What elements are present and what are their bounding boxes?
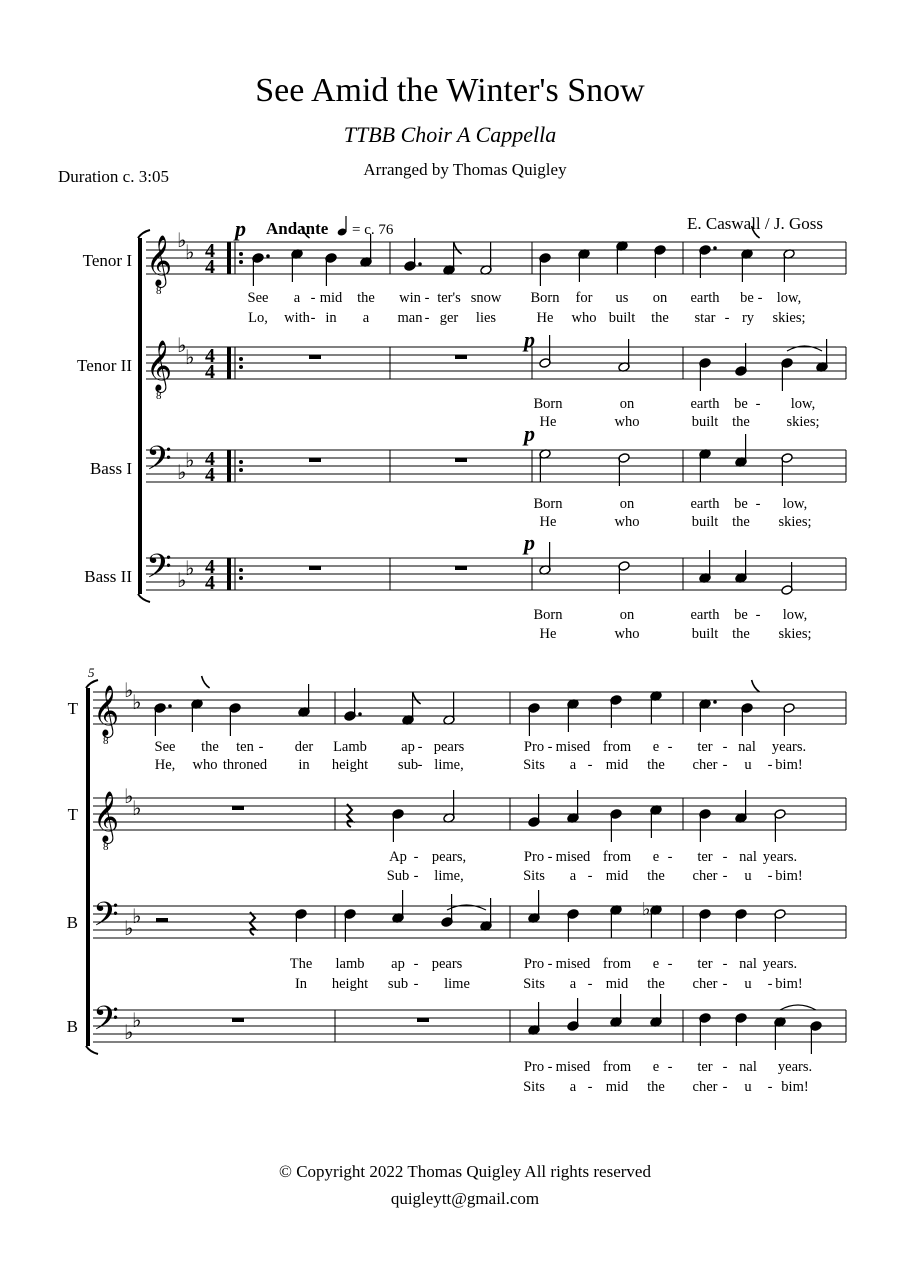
lyric-verse2: with	[284, 310, 310, 326]
lyric-verse1: -	[547, 1059, 553, 1075]
flat-icon: ♭	[177, 230, 187, 252]
lyric-verse2: -	[587, 868, 593, 884]
lyric-verse2: sub	[387, 976, 409, 992]
lyric-verse1: -	[755, 607, 761, 623]
augmentation-dot	[266, 254, 270, 258]
repeat-dot	[239, 460, 243, 464]
lyric-verse1: Pro	[523, 956, 545, 972]
lyric-verse1: Pro	[523, 739, 545, 755]
lyric-verse2: u	[744, 757, 752, 773]
eighth-flag	[413, 692, 421, 704]
lyric-verse1: pears,	[431, 849, 467, 865]
treble-clef-icon: 𝄞	[146, 341, 173, 390]
staff-label-short: T	[67, 805, 78, 824]
lyric-verse1: years.	[777, 1059, 813, 1075]
quarter-rest	[250, 912, 255, 935]
augmentation-dot	[418, 262, 422, 266]
lyric-verse2: skies;	[778, 626, 812, 642]
lyric-verse2: built	[691, 514, 719, 530]
lyric-verse1: ap	[391, 956, 405, 972]
lyric-verse2: a	[569, 868, 577, 884]
bass-clef-icon: 𝄢	[146, 548, 172, 593]
flat-icon: ♭	[132, 798, 142, 820]
lyric-verse2: lime,	[434, 757, 464, 773]
lyric-verse2: -	[722, 868, 728, 884]
lyric-verse1: mised	[555, 849, 591, 865]
lyric-verse2: -	[722, 757, 728, 773]
staff-label-bass-ii: Bass II	[84, 567, 132, 586]
lyric-verse1: pears	[433, 739, 465, 755]
lyric-verse1: -	[258, 739, 264, 755]
lyric-verse2: cher	[692, 976, 718, 992]
flat-icon: ♭	[124, 918, 134, 940]
lyric-verse1: ter	[697, 739, 713, 755]
lyric-verse1: Ap	[389, 849, 407, 865]
lyric-verse2: height	[331, 976, 369, 992]
flat-icon: ♭	[185, 450, 195, 472]
lyric-verse2: -	[587, 976, 593, 992]
lyric-verse2: throned	[222, 757, 268, 773]
lyric-verse1: -	[547, 956, 553, 972]
repeat-dot	[239, 468, 243, 472]
lyric-verse1: be	[734, 607, 748, 623]
lyric-verse2: cher	[692, 868, 718, 884]
half-rest	[156, 918, 168, 922]
lyric-verse2: the	[647, 868, 665, 884]
lyric-verse1: ap	[401, 739, 415, 755]
lyric-verse1: low,	[776, 290, 802, 306]
bass-clef-icon: 𝄢	[146, 440, 172, 485]
lyric-verse1: mid	[319, 290, 343, 306]
lyric-verse1: e	[652, 956, 660, 972]
augmentation-dot	[168, 704, 172, 708]
contact-email[interactable]: quigleytt@gmail.com	[390, 1189, 540, 1208]
lyric-verse1: ten	[236, 739, 254, 755]
flat-icon: ♭	[132, 1010, 142, 1032]
repeat-thick-bar	[227, 242, 231, 274]
metronome-value: = c. 76	[352, 222, 394, 238]
lyric-verse2: Sub	[386, 868, 410, 884]
staff-label-tenor-ii: Tenor II	[77, 356, 132, 375]
whole-rest	[232, 1018, 244, 1022]
lyric-verse1: earth	[690, 290, 720, 306]
lyric-verse1: e	[652, 849, 660, 865]
flat-icon: ♭	[124, 786, 134, 808]
lyric-verse2: He	[539, 626, 557, 642]
lyric-verse2: star	[694, 310, 716, 326]
lyric-verse2: sub	[397, 757, 419, 773]
lyric-verse1: -	[667, 739, 673, 755]
lyric-verse2: -	[767, 1079, 773, 1095]
lyric-verse1: years.	[771, 739, 807, 755]
staff-label-short: B	[66, 913, 78, 932]
measure-number: 5	[88, 665, 95, 680]
treble-clef-icon: 𝄞	[93, 792, 120, 841]
lyric-verse1: for	[575, 290, 593, 306]
lyric-verse1: on	[652, 290, 668, 306]
lyric-verse1: nal	[739, 849, 757, 865]
lyric-verse1: be	[740, 290, 754, 306]
lyric-verse1: on	[619, 607, 635, 623]
lyric-verse1: See	[154, 739, 176, 755]
lyric-verse1: -	[667, 956, 673, 972]
lyric-verse1: win	[399, 290, 421, 306]
repeat-dot	[239, 260, 243, 264]
octave-8-mark: 8	[156, 390, 162, 402]
lyric-verse2: He	[539, 414, 557, 430]
lyric-verse2: lies	[475, 310, 497, 326]
lyric-verse2: In	[294, 976, 308, 992]
lyric-verse1: low,	[782, 496, 808, 512]
arranger-credit: Arranged by Thomas Quigley	[363, 160, 567, 179]
staff-label-bass-i: Bass I	[89, 459, 132, 478]
flat-icon: ♭	[185, 242, 195, 264]
lyric-verse2: -	[767, 757, 773, 773]
lyric-verse2: mid	[605, 757, 629, 773]
whole-rest	[309, 566, 321, 570]
lyric-verse1: -	[755, 496, 761, 512]
bass-clef-icon: 𝄢	[93, 1000, 119, 1045]
system-bracket	[138, 238, 142, 594]
lyric-verse2: the	[647, 976, 665, 992]
lyric-verse2: -	[424, 310, 430, 326]
lyric-verse2: who	[571, 310, 597, 326]
treble-clef-icon: 𝄞	[93, 686, 120, 735]
lyric-verse2: Sits	[523, 976, 545, 992]
lyric-verse2: in	[325, 310, 337, 326]
lyric-verse1: -	[722, 739, 728, 755]
time-signature-bottom: 4	[205, 464, 215, 486]
whole-rest	[309, 355, 321, 359]
lyric-verse1: ter	[697, 956, 713, 972]
lyric-verse1: -	[757, 290, 763, 306]
lyric-verse1: Born	[530, 290, 560, 306]
lyric-verse1: from	[602, 739, 632, 755]
lyric-verse1: The	[289, 956, 313, 972]
duration-text: Duration c. 3:05	[58, 167, 169, 186]
lyric-verse1: on	[619, 496, 635, 512]
flat-icon: ♭	[177, 570, 187, 592]
score-subtitle: TTBB Choir A Cappella	[343, 122, 557, 147]
bracket-bottom-hook	[138, 594, 150, 602]
lyric-verse2: bim!	[775, 976, 803, 992]
lyric-verse1: from	[602, 849, 632, 865]
lyric-verse1: nal	[739, 956, 757, 972]
repeat-thick-bar	[227, 558, 231, 590]
lyric-verse1: Born	[533, 496, 563, 512]
lyric-verse1: mised	[555, 1059, 591, 1075]
lyric-verse1: mised	[555, 956, 591, 972]
lyric-verse2: ry	[741, 310, 755, 326]
lyric-verse2: man	[397, 310, 423, 326]
lyric-verse2: the	[647, 757, 665, 773]
repeat-dot	[239, 568, 243, 572]
repeat-thick-bar	[227, 450, 231, 482]
lyric-verse2: -	[722, 976, 728, 992]
repeat-dot	[239, 576, 243, 580]
time-signature-top: 4	[205, 556, 215, 578]
repeat-dot	[239, 365, 243, 369]
lyric-verse2: the	[647, 1079, 665, 1095]
lyric-verse2: -	[310, 310, 316, 326]
lyric-verse2: -	[587, 757, 593, 773]
lyric-verse1: low,	[790, 396, 816, 412]
lyric-verse1: earth	[690, 496, 720, 512]
augmentation-dot	[713, 246, 717, 250]
lyric-verse2: cher	[692, 757, 718, 773]
lyric-verse1: nal	[739, 1059, 757, 1075]
lyric-verse2: u	[744, 1079, 752, 1095]
lyric-verse1: -	[722, 1059, 728, 1075]
bass-clef-icon: 𝄢	[93, 896, 119, 941]
lyric-verse2: height	[331, 757, 369, 773]
whole-rest	[455, 458, 467, 462]
lyric-verse2: lime,	[434, 868, 464, 884]
lyric-verse1: earth	[690, 607, 720, 623]
lyric-verse2: who	[614, 626, 640, 642]
flat-icon: ♭	[124, 1022, 134, 1044]
lyric-verse1: Lamb	[333, 739, 367, 755]
score-title: See Amid the Winter's Snow	[255, 72, 645, 109]
lyric-verse1: -	[310, 290, 316, 306]
lyric-verse1: be	[734, 496, 748, 512]
flat-icon: ♭	[177, 462, 187, 484]
eighth-flag	[454, 242, 462, 254]
lyric-verse1: lamb	[335, 956, 365, 972]
lyric-verse2: -	[767, 868, 773, 884]
flat-icon: ♭	[185, 347, 195, 369]
staff-lines	[86, 230, 846, 1054]
time-signature-bottom: 4	[205, 256, 215, 278]
lyric-verse1: nal	[738, 739, 756, 755]
bracket-bottom-hook	[86, 1046, 98, 1054]
lyric-verse2: -	[417, 757, 423, 773]
lyric-verse2: skies;	[778, 514, 812, 530]
octave-8-mark: 8	[103, 841, 109, 853]
lyric-verse2: mid	[605, 1079, 629, 1095]
lyric-verse1: snow	[470, 290, 502, 306]
lyric-verse2: -	[724, 310, 730, 326]
whole-rest	[417, 1018, 429, 1022]
lyric-verse2: He	[539, 514, 557, 530]
flat-icon: ♭	[642, 899, 651, 919]
whole-rest	[455, 566, 467, 570]
lyric-verse2: who	[614, 414, 640, 430]
flat-icon: ♭	[185, 558, 195, 580]
composer-credit: E. Caswall / J. Goss	[687, 214, 823, 233]
lyric-verse2: bim!	[775, 868, 803, 884]
flat-icon: ♭	[132, 692, 142, 714]
lyric-verse2: Sits	[523, 1079, 545, 1095]
time-signature-top: 4	[205, 345, 215, 367]
tempo-dynamic: p	[235, 216, 246, 241]
lyric-verse1: from	[602, 1059, 632, 1075]
lyric-verse2: Sits	[523, 757, 545, 773]
eighth-flag	[752, 680, 760, 692]
tempo-marking: Andante	[266, 219, 329, 238]
lyric-verse1: -	[667, 849, 673, 865]
octave-8-mark: 8	[103, 735, 109, 747]
lyric-verse2: -	[722, 1079, 728, 1095]
time-signature-top: 4	[205, 448, 215, 470]
lyric-verse2: -	[413, 868, 419, 884]
flat-icon: ♭	[132, 906, 142, 928]
whole-rest	[309, 458, 321, 462]
lyric-verse2: a	[362, 310, 370, 326]
lyric-verse2: who	[614, 514, 640, 530]
dynamic-mark: p	[524, 530, 535, 555]
lyric-verse2: in	[298, 757, 310, 773]
flat-icon: ♭	[177, 335, 187, 357]
lyric-verse1: -	[547, 849, 553, 865]
lyric-verse2: lime	[444, 976, 470, 992]
lyric-verse1: the	[201, 739, 219, 755]
lyric-verse2: -	[767, 976, 773, 992]
lyric-verse1: e	[652, 1059, 660, 1075]
lyric-verse2: mid	[605, 868, 629, 884]
lyric-verse1: ter's	[437, 290, 461, 306]
lyric-verse1: Born	[533, 396, 563, 412]
lyric-verse2: skies;	[772, 310, 806, 326]
lyric-verse2: bim!	[781, 1079, 809, 1095]
flat-icon: ♭	[124, 680, 134, 702]
lyric-verse2: who	[192, 757, 218, 773]
lyric-verse1: -	[417, 739, 423, 755]
lyric-verse1: on	[619, 396, 635, 412]
lyric-verse1: -	[413, 849, 419, 865]
lyric-verse2: built	[691, 414, 719, 430]
lyric-verse2: u	[744, 868, 752, 884]
time-signature-bottom: 4	[205, 361, 215, 383]
system-bracket	[86, 688, 90, 1046]
lyric-verse1: pears	[431, 956, 463, 972]
lyric-verse1: us	[615, 290, 629, 306]
lyric-verse2: Sits	[523, 868, 545, 884]
staff-label-short: B	[66, 1017, 78, 1036]
lyric-verse1: years.	[762, 956, 798, 972]
lyric-verse1: a	[293, 290, 301, 306]
lyric-verse1: low,	[782, 607, 808, 623]
lyric-verse1: Pro	[523, 1059, 545, 1075]
dynamic-mark: p	[524, 421, 535, 446]
lyric-verse1: der	[294, 739, 314, 755]
lyric-verse2: bim!	[775, 757, 803, 773]
eighth-flag	[202, 676, 210, 688]
lyric-verse2: a	[569, 976, 577, 992]
lyric-verse1: -	[667, 1059, 673, 1075]
slur	[780, 1005, 816, 1010]
lyric-verse1: -	[722, 849, 728, 865]
lyric-verse1: -	[424, 290, 430, 306]
repeat-dot	[239, 357, 243, 361]
eighth-flag	[752, 226, 760, 238]
lyric-verse1: Pro	[523, 849, 545, 865]
dynamic-mark: p	[524, 327, 535, 352]
lyric-verse1: -	[755, 396, 761, 412]
lyric-verse2: a	[569, 757, 577, 773]
lyric-verse2: cher	[692, 1079, 718, 1095]
lyric-verse2: built	[608, 310, 636, 326]
lyric-verse2: mid	[605, 976, 629, 992]
lyric-verse1: -	[547, 739, 553, 755]
whole-rest	[455, 355, 467, 359]
lyric-verse2: a	[569, 1079, 577, 1095]
copyright-notice: © Copyright 2022 Thomas Quigley All rights reserved	[279, 1162, 651, 1181]
lyric-verse2: skies;	[786, 414, 820, 430]
lyric-verse2: ger	[439, 310, 459, 326]
lyric-verse2: built	[691, 626, 719, 642]
whole-rest	[232, 806, 244, 810]
lyric-verse1: years.	[762, 849, 798, 865]
staff-label-tenor-i: Tenor I	[82, 251, 132, 270]
lyric-verse1: from	[602, 956, 632, 972]
lyric-verse2: the	[732, 414, 750, 430]
lyric-verse1: Born	[533, 607, 563, 623]
repeat-dot	[239, 252, 243, 256]
lyric-verse2: the	[732, 626, 750, 642]
quarter-rest	[347, 804, 352, 827]
lyric-verse2: He	[536, 310, 554, 326]
lyric-verse1: the	[357, 290, 375, 306]
lyric-verse1: -	[413, 956, 419, 972]
lyric-verse2: the	[732, 514, 750, 530]
lyric-verse2: the	[651, 310, 669, 326]
lyric-verse1: ter	[697, 1059, 713, 1075]
octave-8-mark: 8	[156, 285, 162, 297]
lyric-verse1: e	[652, 739, 660, 755]
repeat-thick-bar	[227, 347, 231, 379]
lyric-verse2: Lo,	[248, 310, 268, 326]
staff-label-short: T	[67, 699, 78, 718]
time-signature-bottom: 4	[205, 572, 215, 594]
lyric-verse1: mised	[555, 739, 591, 755]
lyric-verse2: u	[744, 976, 752, 992]
treble-clef-icon: 𝄞	[146, 236, 173, 285]
lyric-verse1: -	[722, 956, 728, 972]
lyric-verse1: be	[734, 396, 748, 412]
lyric-verse2: -	[413, 976, 419, 992]
lyric-verse1: See	[247, 290, 269, 306]
lyric-verse1: earth	[690, 396, 720, 412]
augmentation-dot	[713, 700, 717, 704]
lyric-verse1: ter	[697, 849, 713, 865]
lyric-verse2: -	[587, 1079, 593, 1095]
time-signature-top: 4	[205, 240, 215, 262]
augmentation-dot	[358, 712, 362, 716]
lyric-verse2: He,	[154, 757, 176, 773]
